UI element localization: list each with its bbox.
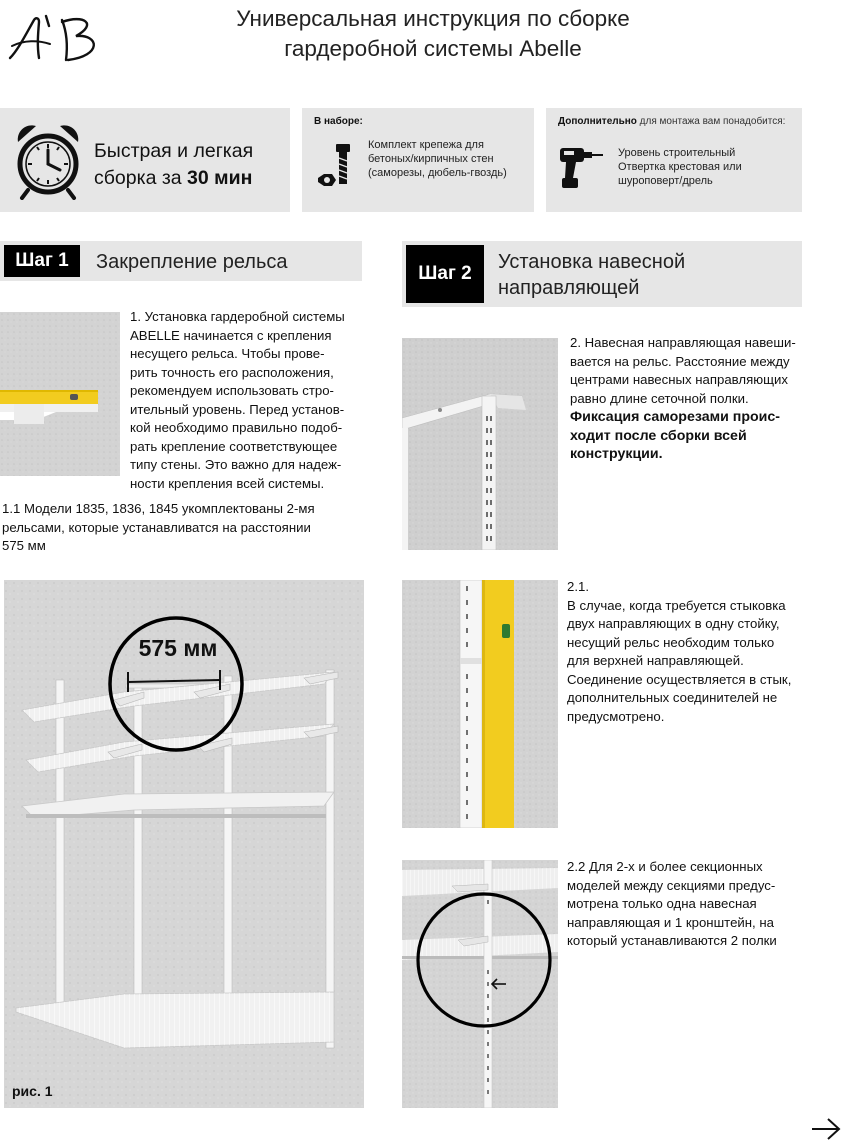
step-2-1-line-1: 2.1. — [567, 579, 589, 594]
step-2-1-description — [567, 578, 807, 726]
guide-hanging-photo — [402, 338, 558, 550]
step-2-header — [402, 241, 802, 307]
step-2-1-line-4: несущий рельс необходим только — [567, 634, 775, 650]
step-1-line-4: рить точность его расположения, — [130, 364, 334, 380]
step-2-badge: Шаг 2 — [406, 245, 484, 303]
rail-level-photo — [0, 312, 120, 476]
step-2-2-line-3: мотрена только одна навесная — [567, 896, 757, 911]
next-arrow-icon[interactable] — [810, 1116, 842, 1142]
step-2-line-4: равно длине сеточной полки. — [570, 390, 749, 406]
step-1-note — [2, 500, 382, 556]
kit-contents-panel — [302, 108, 534, 212]
shared-bracket-photo — [402, 860, 558, 1108]
kit-line-1: Комплект крепежа для — [368, 139, 484, 151]
step-2-1-line-7: дополнительных соединителей не — [567, 690, 778, 705]
step-1-note-line-3: 575 мм — [2, 538, 46, 553]
fast-assembly-panel — [0, 108, 290, 212]
step-1-line-1: 1. Установка гардеробной системы — [130, 309, 345, 324]
step-1-line-8: рать крепление соответствующее — [130, 438, 338, 454]
step-2-title-line-2: направляющей — [498, 277, 640, 299]
step-2-1-line-5: для верхней направляющей. — [567, 653, 744, 668]
extra-line-1: Уровень строительный — [618, 147, 736, 159]
bolt-nut-icon — [316, 142, 358, 194]
extra-heading-rest: для монтажа вам понадобится: — [636, 116, 786, 127]
extra-line-3: шуроповерт/дрель — [618, 175, 713, 187]
step-2-line-1: 2. Навесная направляющая навеши- — [570, 335, 796, 350]
step-2-2-line-1: 2.2 Для 2-х и более секционных — [567, 859, 763, 874]
guide-joint-photo — [402, 580, 558, 828]
extra-tools-panel — [546, 108, 802, 212]
page-title-line-1: Универсальная инструкция по сборке — [236, 6, 630, 31]
extra-heading — [558, 116, 785, 127]
fast-assembly-text — [94, 138, 253, 192]
shelving-figure — [4, 580, 364, 1108]
step-2-bold-line-2: ходит после сборки всей — [570, 427, 747, 444]
step-2-1-line-3: двух направляющих в одну стойку, — [567, 616, 780, 631]
step-2-1-line-6: Соединение осуществляется в стык, — [567, 671, 792, 687]
kit-line-2: бетоных/кирпичных стен — [368, 153, 494, 165]
step-1-note-line-2: рельсами, которые устанавливатся на расстоянии — [2, 519, 311, 535]
step-1-line-5: рекомендуем использовать стро- — [130, 383, 334, 398]
extra-line-2: Отвертка крестовая или — [618, 161, 742, 173]
step-2-fixation-note — [570, 408, 806, 464]
kit-line-3: (саморезы, дюбель-гвоздь) — [368, 167, 507, 179]
brand-logo — [4, 10, 108, 66]
step-2-line-3: центрами навесных направляющих — [570, 372, 788, 387]
page-title-line-2: гардеробной системы Abelle — [284, 36, 582, 61]
extra-tools-list — [618, 146, 742, 188]
alarm-clock-icon — [12, 120, 84, 200]
fast-assembly-line-2 — [94, 165, 253, 192]
step-1-line-10: ности крепления всей системы. — [130, 475, 325, 491]
assembly-time: 30 мин — [187, 167, 253, 189]
step-2-2-description — [567, 858, 807, 951]
step-1-note-line-1: 1.1 Модели 1835, 1836, 1845 укомплектованы 2-мя — [2, 501, 315, 516]
step-2-2-line-2: моделей между секциями предус- — [567, 877, 776, 893]
dimension-label: 575 мм — [138, 635, 218, 661]
step-2-bold-line-1: Фиксация саморезами проис- — [570, 409, 780, 425]
page-title — [120, 4, 746, 64]
step-2-title — [498, 249, 685, 301]
step-2-description — [570, 334, 806, 464]
step-1-line-3: несущего рельса. Чтобы прове- — [130, 346, 325, 361]
step-1-line-9: типу стены. Это важно для надеж- — [130, 457, 342, 472]
fast-assembly-prefix: сборка за — [94, 167, 188, 189]
drill-icon — [556, 142, 606, 192]
step-2-bold-line-3: конструкции. — [570, 446, 663, 462]
kit-description — [368, 138, 507, 180]
step-1-line-6: ительный уровень. Перед установ- — [130, 401, 345, 417]
step-1-line-7: кой необходимо правильно подоб- — [130, 420, 343, 435]
fast-assembly-line-1: Быстрая и легкая — [94, 140, 254, 162]
step-2-1-line-2: В случае, когда требуется стыковка — [567, 597, 786, 613]
figure-caption: рис. 1 — [12, 1083, 53, 1099]
step-2-1-line-8: предусмотрено. — [567, 708, 665, 724]
step-1-title: Закрепление рельса — [96, 251, 288, 273]
extra-heading-bold: Дополнительно — [558, 116, 637, 127]
step-2-title-line-1: Установка навесной — [498, 251, 686, 273]
step-2-2-line-4: направляющая и 1 кронштейн, на — [567, 914, 774, 930]
step-2-2-line-5: который устанавливаются 2 полки — [567, 933, 777, 948]
step-1-badge: Шаг 1 — [4, 245, 80, 277]
step-1-header — [0, 241, 362, 281]
step-1-line-2: ABELLE начинается с крепления — [130, 327, 332, 343]
kit-heading: В наборе: — [314, 116, 363, 127]
step-2-line-2: вается на рельс. Расстояние между — [570, 353, 790, 369]
step-1-description — [130, 308, 362, 493]
